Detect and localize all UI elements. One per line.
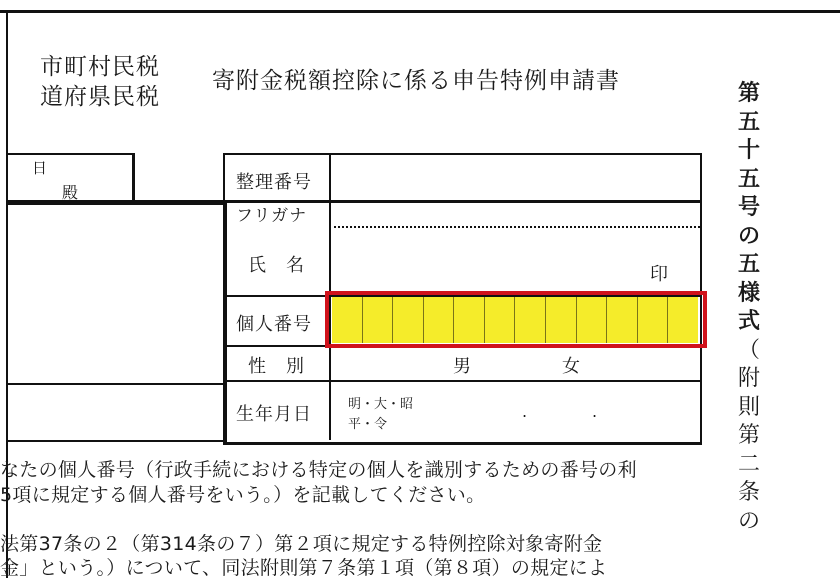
row-divider-seibetsu bbox=[223, 380, 700, 382]
date-day-label: 日 bbox=[32, 159, 48, 177]
seiri-bango-label: 整理番号 bbox=[236, 172, 312, 193]
form-top-border bbox=[0, 10, 840, 13]
birthdate-field[interactable] bbox=[360, 384, 696, 436]
gender-female-option[interactable]: 女 bbox=[562, 356, 581, 377]
side-form-number-label: 第 五 十 五 号 の 五 様 式 （ 附 則 第 二 条 の bbox=[737, 81, 760, 534]
shimei-label: 氏 名 bbox=[248, 255, 305, 276]
addressee-dono-label: 殿 bbox=[62, 183, 79, 202]
highlight-annotation-box bbox=[325, 291, 707, 348]
form-title: 寄附金税額控除に係る申告特例申請書 bbox=[212, 68, 620, 94]
statute-line-2: 金」という。）について、同法附則第７条第１項（第８項）の規定によ bbox=[0, 557, 608, 579]
kojin-bango-label: 個人番号 bbox=[236, 314, 312, 335]
row-divider-seiri bbox=[8, 200, 700, 203]
gender-male-option[interactable]: 男 bbox=[453, 356, 472, 377]
instruction-line-2: 5項に規定する個人番号をいう。）を記載してください。 bbox=[0, 484, 486, 506]
seal-mark-label: 印 bbox=[650, 264, 669, 285]
era-options-line2[interactable]: 平・令 bbox=[348, 417, 388, 432]
era-options-line1[interactable]: 明・大・昭 bbox=[348, 397, 414, 412]
furigana-field[interactable] bbox=[333, 204, 697, 224]
tax-type-prefectural: 道府県民税 bbox=[40, 84, 160, 110]
seibetsu-label: 性 別 bbox=[248, 356, 305, 377]
instruction-line-1: なたの個人番号（行政手続における特定の個人を識別するための番号の利 bbox=[0, 459, 637, 481]
row-divider-furigana bbox=[329, 226, 700, 228]
statute-line-1: 法第37条の２（第314条の７）第２項に規定する特例控除対象寄附金 bbox=[0, 533, 603, 555]
birthdate-label: 生年月日 bbox=[236, 404, 312, 425]
date-separator-1: . bbox=[522, 402, 528, 421]
left-blank-area bbox=[8, 202, 227, 385]
left-blank-area-lower bbox=[8, 380, 227, 442]
name-field[interactable] bbox=[333, 229, 633, 291]
date-separator-2: . bbox=[592, 402, 598, 421]
furigana-label: フリガナ bbox=[236, 206, 308, 226]
tax-type-municipal: 市町村民税 bbox=[40, 54, 160, 80]
seiri-bango-field[interactable] bbox=[333, 157, 697, 197]
